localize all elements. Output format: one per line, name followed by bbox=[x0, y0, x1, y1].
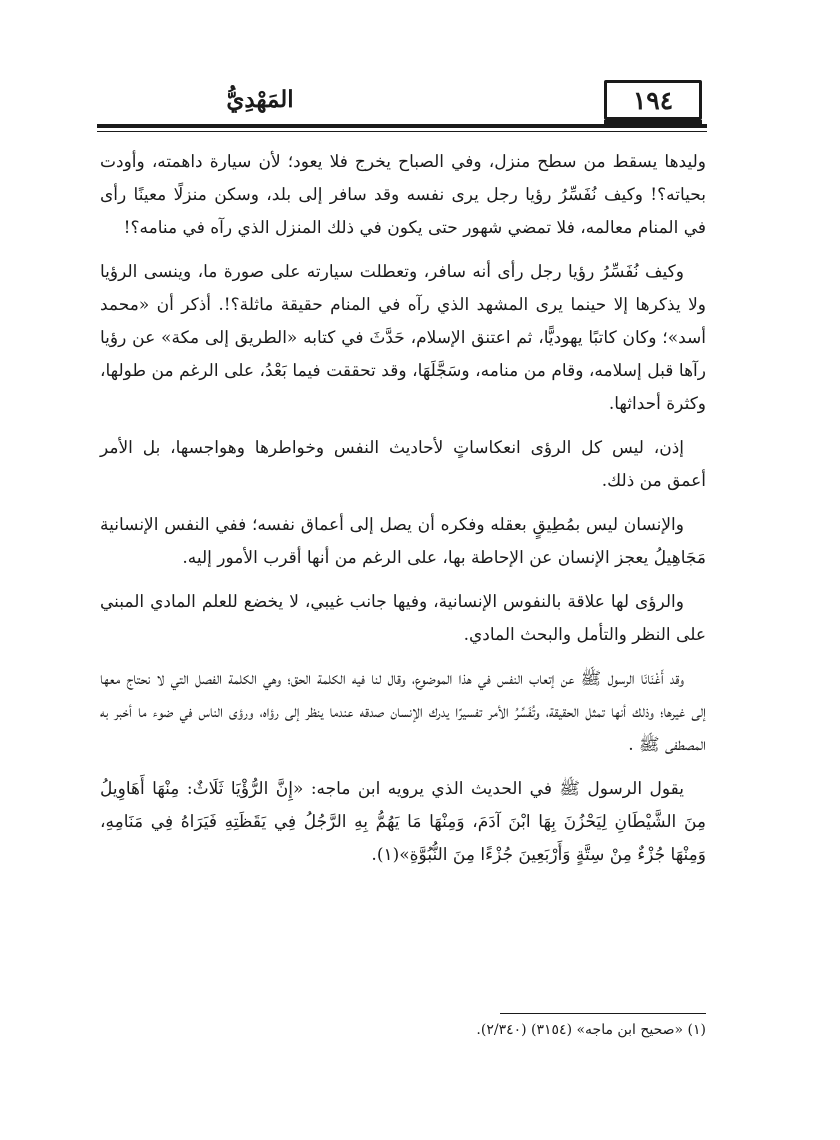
footnote: (١) «صحيح ابن ماجه» (٣١٥٤) (٢/٣٤٠). bbox=[476, 1022, 706, 1038]
paragraph-1: وليدها يسقط من سطح منزل، وفي الصباح يخرج فلا يعود؛ لأن سيارة داهمته، وأودت بحياته؟! وكيف نُفَسِّرُ رؤيا رجل يرى نفسه وقد سافر إلى بلد، وسكن منزلًا معينًا رأى في المنام معالمه، فلا تمضي شهور حتى يكون في ذلك المنزل الذي رآه في منامه؟! bbox=[100, 152, 706, 238]
header-rule bbox=[97, 124, 707, 128]
paragraph-2: وكيف نُفَسِّرُ رؤيا رجل رأى أنه سافر، وتعطلت سيارته على صورة ما، وينسى الرؤيا ولا يذكرها إلا حينما يرى المشهد الذي رآه في المنام حقيقة ماثلة؟!. أذكر أن «محمد أسد»؛ وكان كاتبًا يهوديًّا، ثم اعتنق الإسلام، حَدَّثَ في كتابه «الطريق إلى مكة» عن رؤيا رآها قبل إسلامه، وقام من منامه، وسَجَّلَهَا، وقد تحققت فيما بَعْدُ، على الرغم من طولها، وكثرة أحداثها. bbox=[100, 262, 706, 414]
paragraph-5: والرؤى لها علاقة بالنفوس الإنسانية، وفيها جانب غيبي، لا يخضع للعلم المادي المبني على النظر والتأمل والبحث المادي. bbox=[100, 592, 706, 645]
header-rule-thin bbox=[97, 131, 707, 132]
page-number: ١٩٤ bbox=[604, 80, 702, 120]
footnote-rule bbox=[500, 1013, 706, 1014]
paragraph-4: والإنسان ليس بمُطِيقٍ بعقله وفكره أن يصل إلى أعماق نفسه؛ ففي النفس الإنسانية مَجَاهِيلُ يعجز الإنسان عن الإحاطة بها، على الرغم من أنها أقرب الأمور إليه. bbox=[100, 515, 706, 568]
paragraph-3: إذن، ليس كل الرؤى انعكاساتٍ لأحاديث النفس وخواطرها وهواجسها، بل الأمر أعمق من ذلك. bbox=[100, 438, 706, 491]
paragraph-6: وقد أَغْنَانَا الرسول ﷺ عن إتعاب النفس في هذا الموضوع، وقال لنا فيه الكلمة الحق؛ وهي الكلمة الفصل التي لا نحتاج معها إلى غيرها؛ وذلك أنها تمثل الحقيقة، وتُفَسِّرُ الأمر تفسيرًا يدرك الإنسان صدقه عندما ينظر إلى رؤاه، ورؤى الناس في ضوء ما أخبر به المصطفى ﷺ . bbox=[100, 669, 706, 755]
running-title: المَهْدِيُّ bbox=[226, 86, 294, 113]
paragraph-7: يقول الرسول ﷺ في الحديث الذي يرويه ابن ماجه: «إِنَّ الرُّؤْيَا ثَلَاثٌ: مِنْهَا أَهَاوِيلُ مِنَ الشَّيْطَانِ لِيَحْزُنَ بِهَا ابْنَ آدَمَ، وَمِنْهَا مَا يَهُمُّ بِهِ الرَّجُلُ فِي يَقَظَتِهِ فَيَرَاهُ فِي مَنَامِهِ، وَمِنْهَا جُزْءٌ مِنْ سِتَّةٍ وَأَرْبَعِينَ جُزْءًا مِنَ النُّبُوَّةِ»(١). bbox=[100, 779, 706, 865]
body-text bbox=[100, 146, 706, 883]
